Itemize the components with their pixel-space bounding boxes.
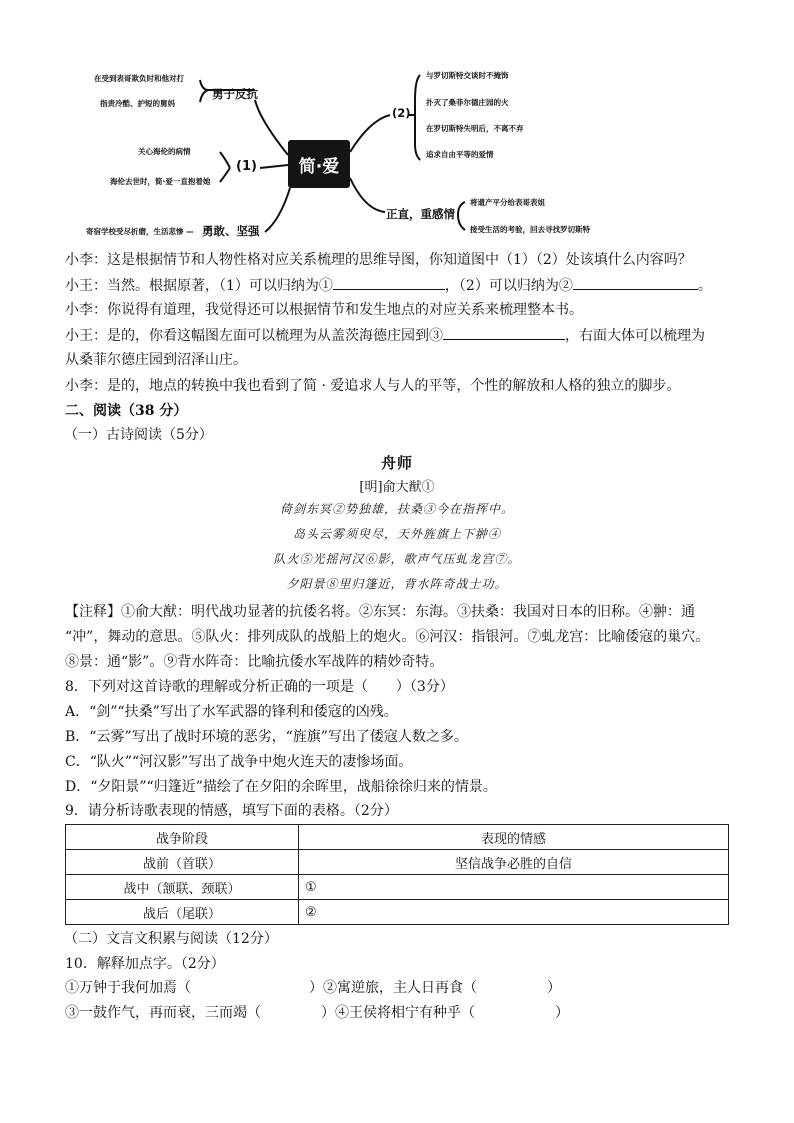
question-8: 8．下列对这首诗歌的理解或分析正确的一项是（ ）（3分） (65, 679, 454, 695)
dialogue-line-1: 小李：这是根据情节和人物性格对应关系梳理的思维导图，你知道图中（1）（2）处该填什么内容吗？ (65, 252, 692, 268)
mm-left-bottom-item: 寄宿学校受尽折磨，生活悲惨 — (86, 227, 194, 236)
table-row (66, 850, 729, 875)
table-answer-cell[interactable]: ② (299, 900, 729, 925)
poem-line-2: 岛头云雾须臾尽，天外旌旗上下翀④ (292, 527, 501, 541)
mm-right-bottom-item-2: 接受生活的考验，回去寻找罗切斯特 (470, 225, 590, 234)
mm-right-top-item-4: 追求自由平等的爱情 (426, 150, 494, 159)
poem-line-1: 倚剑东冥②势独雄，扶桑③今在指挥中。 (279, 502, 514, 516)
poem-title: 舟师 (380, 454, 413, 472)
mm-left-mid-branch: (1) (236, 159, 257, 174)
question-9: 9．请分析诗歌表现的情感，填写下面的表格。（2分） (65, 803, 398, 819)
table-row (66, 900, 729, 925)
mm-right-top-item-1: 与罗切斯特交谈时不掩饰 (426, 71, 509, 80)
q8-option-b: B．“云雾”写出了战时环境的恶劣，“旌旗”写出了倭寇人数之多。 (65, 729, 468, 745)
mm-center-node: 简·爱 (288, 140, 350, 188)
mm-left-top-branch: 勇于反抗 (212, 87, 258, 101)
mm-left-mid-item-1: 关心海伦的病情 (138, 147, 191, 156)
mm-left-top-item-2: 指责冷酷、护短的舅妈 (100, 99, 175, 108)
poem-line-4: 夕阳景⑧里归篷近，背水阵奇战士功。 (286, 577, 508, 591)
answer-blank-3[interactable] (443, 325, 565, 340)
mm-left-top-item-1: 在受到表哥欺负时和他对打 (94, 74, 184, 83)
subsection-poetry: （一）古诗阅读（5分） (64, 427, 213, 443)
answer-blank-2[interactable] (573, 275, 698, 290)
dialogue-line-6: 小李：是的，地点的转换中我也看到了简 · 爱追求人与人的平等，个性的解放和人格的独立的脚步。 (65, 378, 681, 394)
mm-right-top-item-2: 扑灭了桑菲尔德庄园的火 (426, 98, 509, 107)
notes-line-3: ⑧景：通“影”。⑨背水阵奇：比喻抗倭水军战阵的精妙奇特。 (65, 654, 444, 670)
dialogue-line-4: 小王：是的，你看这幅图左面可以梳理为从盖茨海德庄园到③ ，右面大体可以梳理为 (65, 325, 705, 346)
emotion-table (65, 824, 729, 925)
q10-row-2: ③一鼓作气，再而衰，三而竭（ ）④王侯将相宁有种乎（ ） (65, 1005, 569, 1021)
q8-option-c: C．“队火”“河汉影”写出了战争中炮火连天的凄惨场面。 (65, 754, 413, 770)
table-row (66, 825, 729, 850)
table-header-cell: 表现的情感 (299, 825, 729, 850)
dialogue-line-2: 小王：当然。根据原著，（1）可以归纳为① ，（2）可以归纳为② 。 (65, 275, 712, 296)
mm-right-bottom-item-1: 将遗产平分给表哥表姐 (470, 198, 545, 207)
mm-left-mid-item-2: 海伦去世时，简·爱一直抱着她 (110, 177, 211, 186)
dialogue-line-5: 从桑菲尔德庄园到沼泽山庄。 (65, 352, 247, 368)
table-row (66, 875, 729, 900)
subsection-classical: （二）文言文积累与阅读（12分） (64, 931, 278, 947)
table-cell: 战中（颔联、颈联） (66, 875, 299, 900)
question-10: 10．解释加点字。（2分） (65, 956, 225, 972)
table-cell: 坚信战争必胜的自信 (299, 850, 729, 875)
table-answer-cell[interactable]: ① (299, 875, 729, 900)
mm-right-top-item-3: 在罗切斯特失明后，不离不弃 (426, 124, 524, 133)
mm-right-bottom-branch: 正直，重感情 (386, 207, 455, 221)
notes-line-1: 【注释】①俞大猷：明代战功显著的抗倭名将。②东冥：东海。③扶桑：我国对日本的旧称。④翀：通 (65, 604, 695, 620)
q10-row-1: ①万钟于我何加焉（ ）②寓逆旅，主人日再食（ ） (65, 980, 561, 996)
notes-line-2: “冲”，舞动的意思。⑤队火：排列成队的战船上的炮火。⑥河汉：指银河。⑦虬龙宫：比喻倭寇的巢穴。 (65, 629, 710, 645)
table-header-cell: 战争阶段 (66, 825, 299, 850)
answer-blank-1[interactable] (333, 275, 445, 290)
table-cell: 战后（尾联） (66, 900, 299, 925)
dialogue-line-3: 小李：你说得有道理，我觉得还可以根据情节和发生地点的对应关系来梳理整本书。 (65, 302, 583, 318)
table-cell: 战前（首联） (66, 850, 299, 875)
mind-map (86, 60, 730, 245)
q8-option-a: A．“剑”“扶桑”写出了水军武器的锋利和倭寇的凶残。 (65, 704, 398, 720)
mm-left-bottom-branch: 勇敢、坚强 (202, 224, 260, 238)
poem-author: [明]俞大猷① (359, 480, 435, 495)
mm-right-top-branch: (2) (392, 106, 411, 120)
poem-line-3: 队火⑤光摇河汉⑥影，歌声气压虬龙宫⑦。 (273, 552, 521, 566)
q8-option-d: D．“夕阳景”“归篷近”描绘了在夕阳的余晖里，战船徐徐归来的情景。 (65, 779, 497, 795)
section-heading: 二、阅读（38 分） (65, 403, 188, 419)
